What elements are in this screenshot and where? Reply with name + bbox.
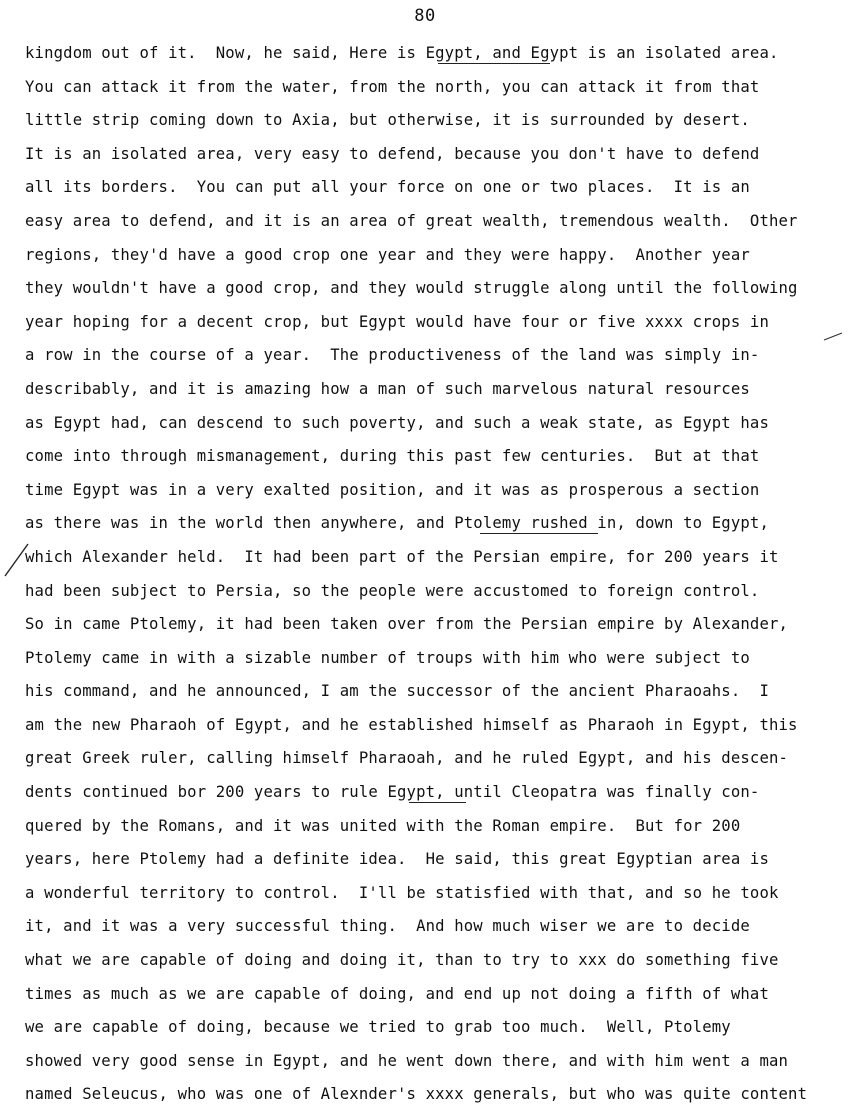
text-line: quered by the Romans, and it was united with the Roman empire. But for 200	[25, 816, 741, 835]
text-line: had been subject to Persia, so the people were accustomed to foreign control.	[25, 581, 760, 600]
text-line: easy area to defend, and it is an area of great wealth, tremendous wealth. Other	[25, 211, 798, 230]
text-line: come into through mismanagement, during this past few centuries. But at that	[25, 447, 760, 466]
text-line: a row in the course of a year. The productiveness of the land was simply in-	[25, 346, 760, 365]
text-line: what we are capable of doing and doing it, than to try to xxx do something five	[25, 951, 779, 970]
text-line: named Seleucus, who was one of Alexnder's xxxx generals, but who was quite content	[25, 1085, 808, 1104]
text-line: So in came Ptolemy, it had been taken over from the Persian empire by Alexander,	[25, 615, 789, 634]
text-line: they wouldn't have a good crop, and they would struggle along until the following	[25, 279, 798, 298]
text-line: regions, they'd have a good crop one year and they were happy. Another year	[25, 245, 750, 264]
handwritten-underline-ptolemy	[480, 533, 598, 534]
text-line: it, and it was a very successful thing. And how much wiser we are to decide	[25, 917, 750, 936]
text-line: as Egypt had, can descend to such poverty, and such a weak state, as Egypt has	[25, 413, 769, 432]
text-line: as there was in the world then anywhere, and Ptolemy rushed in, down to Egypt,	[25, 514, 769, 533]
handwritten-underline-egypt	[438, 63, 550, 64]
text-line: which Alexander held. It had been part of the Persian empire, for 200 years it	[25, 547, 779, 566]
text-line: describably, and it is amazing how a man of such marvelous natural resources	[25, 379, 750, 398]
text-line: times as much as we are capable of doing, and end up not doing a fifth of what	[25, 984, 769, 1003]
text-line: time Egypt was in a very exalted position, and it was as prosperous a section	[25, 480, 760, 499]
text-line: little strip coming down to Axia, but otherwise, it is surrounded by desert.	[25, 111, 750, 130]
text-line: a wonderful territory to control. I'll be statisfied with that, and so he took	[25, 883, 779, 902]
text-line: year hoping for a decent crop, but Egypt would have four or five xxxx crops in	[25, 312, 769, 331]
text-body	[25, 41, 850, 1116]
page-number: 80	[414, 6, 436, 26]
text-line: kingdom out of it. Now, he said, Here is Egypt, and Egypt is an isolated area.	[25, 44, 779, 62]
margin-dash-mark	[822, 330, 846, 344]
handwritten-underline-egypt-2	[409, 802, 466, 803]
text-line: dents continued bor 200 years to rule Egypt, until Cleopatra was finally con-	[25, 783, 760, 802]
text-line: his command, and he announced, I am the successor of the ancient Pharaoahs. I	[25, 682, 769, 701]
text-line: showed very good sense in Egypt, and he went down there, and with him went a man	[25, 1051, 789, 1070]
text-line: years, here Ptolemy had a definite idea. He said, this great Egyptian area is	[25, 850, 769, 869]
text-line: great Greek ruler, calling himself Pharaoah, and he ruled Egypt, and his descen-	[25, 749, 789, 768]
text-line: You can attack it from the water, from the north, you can attack it from that	[25, 77, 760, 96]
margin-slash-mark	[2, 540, 32, 580]
text-line: am the new Pharaoh of Egypt, and he established himself as Pharaoh in Egypt, this	[25, 715, 798, 734]
text-line: we are capable of doing, because we tried to grab too much. Well, Ptolemy	[25, 1018, 731, 1037]
text-line: Ptolemy came in with a sizable number of troups with him who were subject to	[25, 648, 750, 667]
text-line: It is an isolated area, very easy to defend, because you don't have to defend	[25, 144, 760, 163]
text-line: all its borders. You can put all your force on one or two places. It is an	[25, 178, 750, 197]
